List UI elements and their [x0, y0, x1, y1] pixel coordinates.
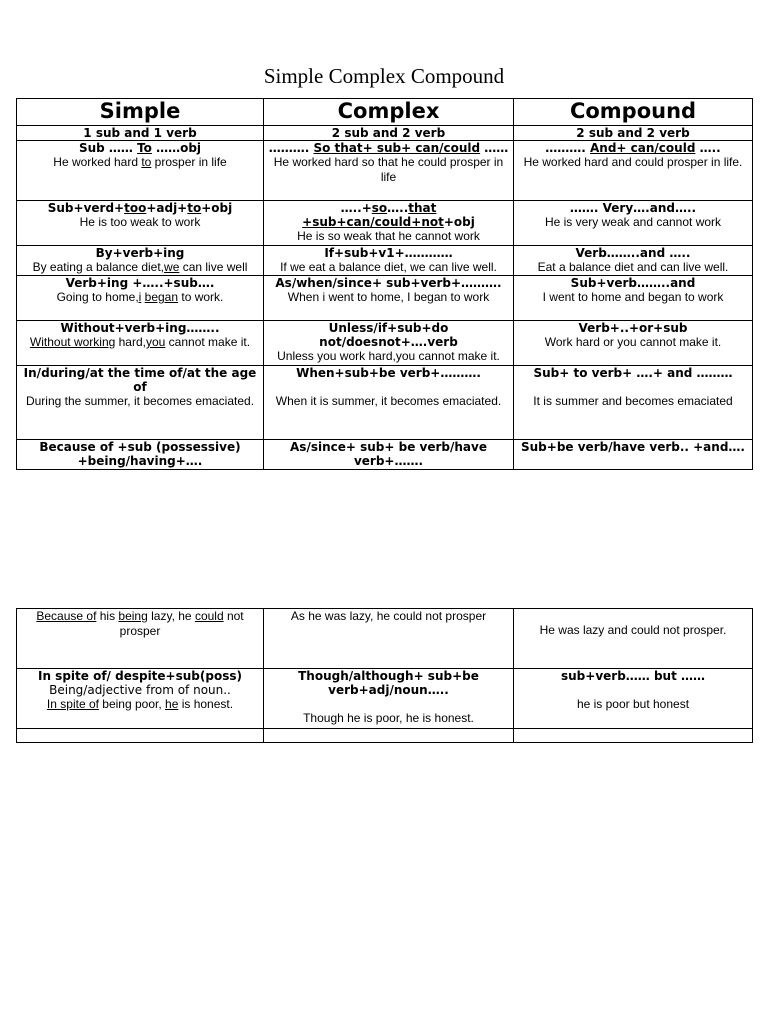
cell-compound — [514, 321, 753, 366]
example-text: It is summer and becomes emaciated — [533, 394, 733, 408]
cell-complex — [264, 609, 514, 669]
example-text: Because of his being lazy, he could not prosper — [36, 609, 244, 638]
cell-simple — [17, 440, 264, 470]
cell-complex — [264, 321, 514, 366]
cell-simple — [17, 366, 264, 440]
rule-text: Sub+be verb/have verb.. +and…. — [521, 440, 745, 454]
example-text: I went to home and began to work — [542, 290, 724, 304]
cell-simple — [17, 609, 264, 669]
cell-compound — [514, 366, 753, 440]
count-simple: 1 sub and 1 verb — [83, 126, 197, 140]
example-text: Though he is poor, he is honest. — [303, 711, 474, 725]
cell-compound — [514, 201, 753, 246]
example-text: He worked hard to prosper in life — [53, 155, 227, 169]
rule-text: When+sub+be verb+………. — [296, 366, 481, 380]
example-text: As he was lazy, he could not prosper — [290, 609, 487, 623]
example-text: He is very weak and cannot work — [544, 215, 722, 229]
example-text: When it is summer, it becomes emaciated. — [275, 394, 502, 408]
cell-simple — [17, 276, 264, 321]
rule-text: Verb+ing +…..+sub…. — [65, 276, 215, 290]
cell-complex — [264, 440, 514, 470]
column-header-compound: Compound — [569, 99, 697, 123]
rule-text: Sub+verb……..and — [570, 276, 696, 290]
column-header-simple: Simple — [99, 99, 181, 123]
example-text: He is so weak that he cannot work — [297, 229, 480, 243]
rule-text: In/during/at the time of/at the age of — [23, 366, 257, 394]
cell-simple — [17, 201, 264, 246]
table-row — [17, 141, 753, 201]
count-row — [17, 126, 753, 141]
rule-text: Sub+ to verb+ ….+ and ……… — [533, 366, 733, 380]
cell-complex — [264, 669, 514, 729]
rule-text: As/when/since+ sub+verb+………. — [275, 276, 502, 290]
example-text: He is too weak to work — [79, 215, 201, 229]
example-text: He was lazy and could not prosper. — [539, 623, 727, 637]
rule-text: Verb……..and ….. — [575, 246, 691, 260]
cell-complex — [264, 276, 514, 321]
cell-simple — [17, 669, 264, 729]
cell-compound — [514, 141, 753, 201]
rule-text: Sub …… To ……obj — [78, 141, 202, 155]
note-text: Being/adjective from of noun.. — [49, 683, 231, 697]
rule-text: Without+verb+ing…….. — [60, 321, 220, 335]
cell-empty — [17, 729, 264, 743]
table-row — [17, 609, 753, 669]
document-title: Simple Complex Compound — [263, 64, 505, 88]
example-text: During the summer, it becomes emaciated. — [25, 394, 255, 408]
cell-simple — [17, 321, 264, 366]
example-text: he is poor but honest — [576, 697, 690, 711]
rule-text: Though/although+ sub+be verb+adj/noun….. — [298, 669, 479, 697]
count-compound: 2 sub and 2 verb — [576, 126, 690, 140]
rule-text: ………. So that+ sub+ can/could …… — [268, 141, 509, 155]
rule-text: ……. Very….and….. — [569, 201, 697, 215]
rule-text: sub+verb…… but …… — [560, 669, 706, 683]
cell-compound — [514, 276, 753, 321]
cell-compound — [514, 246, 753, 276]
example-text: He worked hard and could prosper in life. — [523, 155, 743, 169]
cell-complex — [264, 246, 514, 276]
header-row — [17, 99, 753, 126]
cell-empty — [514, 729, 753, 743]
example-text: He worked hard so that he could prosper in life — [273, 155, 504, 184]
example-text: By eating a balance diet,we can live well — [32, 260, 248, 274]
rule-text: …..+so…..that +sub+can/could+not+obj — [302, 201, 475, 229]
table-row — [17, 246, 753, 276]
rule-text: In spite of/ despite+sub(poss) — [38, 669, 242, 683]
rule-text: ………. And+ can/could ….. — [545, 141, 721, 155]
grammar-table-bottom — [16, 608, 753, 743]
example-text: If we eat a balance diet, we can live well. — [280, 260, 497, 274]
cell-compound — [514, 669, 753, 729]
table-row — [17, 321, 753, 366]
cell-complex — [264, 366, 514, 440]
empty-row — [17, 729, 753, 743]
cell-simple — [17, 141, 264, 201]
example-text: In spite of being poor, he is honest. — [46, 697, 234, 711]
example-text: Eat a balance diet and can live well. — [537, 260, 729, 274]
rule-text: Verb+..+or+sub — [578, 321, 688, 335]
cell-complex — [264, 141, 514, 201]
example-text: When i went to home, I began to work — [287, 290, 490, 304]
table-row — [17, 440, 753, 470]
cell-complex — [264, 201, 514, 246]
count-complex: 2 sub and 2 verb — [331, 126, 446, 140]
example-text: Unless you work hard,you cannot make it. — [277, 349, 500, 363]
rule-text: If+sub+v1+………… — [324, 246, 453, 260]
cell-empty — [264, 729, 514, 743]
table-row — [17, 276, 753, 321]
table-row — [17, 366, 753, 440]
example-text: Going to home,i began to work. — [56, 290, 224, 304]
column-header-complex: Complex — [337, 99, 440, 123]
table-row — [17, 201, 753, 246]
cell-compound — [514, 609, 753, 669]
rule-text: As/since+ sub+ be verb/have verb+……. — [290, 440, 487, 468]
table-row — [17, 669, 753, 729]
example-text: Without working hard,you cannot make it. — [29, 335, 251, 349]
rule-text: Sub+verd+too+adj+to+obj — [47, 201, 233, 215]
cell-compound — [514, 440, 753, 470]
rule-text: By+verb+ing — [95, 246, 185, 260]
grammar-table-top — [16, 98, 753, 470]
rule-text: Because of +sub (possessive) +being/having+…. — [39, 440, 241, 468]
cell-simple — [17, 246, 264, 276]
rule-text: Unless/if+sub+do not/doesnot+….verb — [319, 321, 458, 349]
example-text: Work hard or you cannot make it. — [544, 335, 722, 349]
